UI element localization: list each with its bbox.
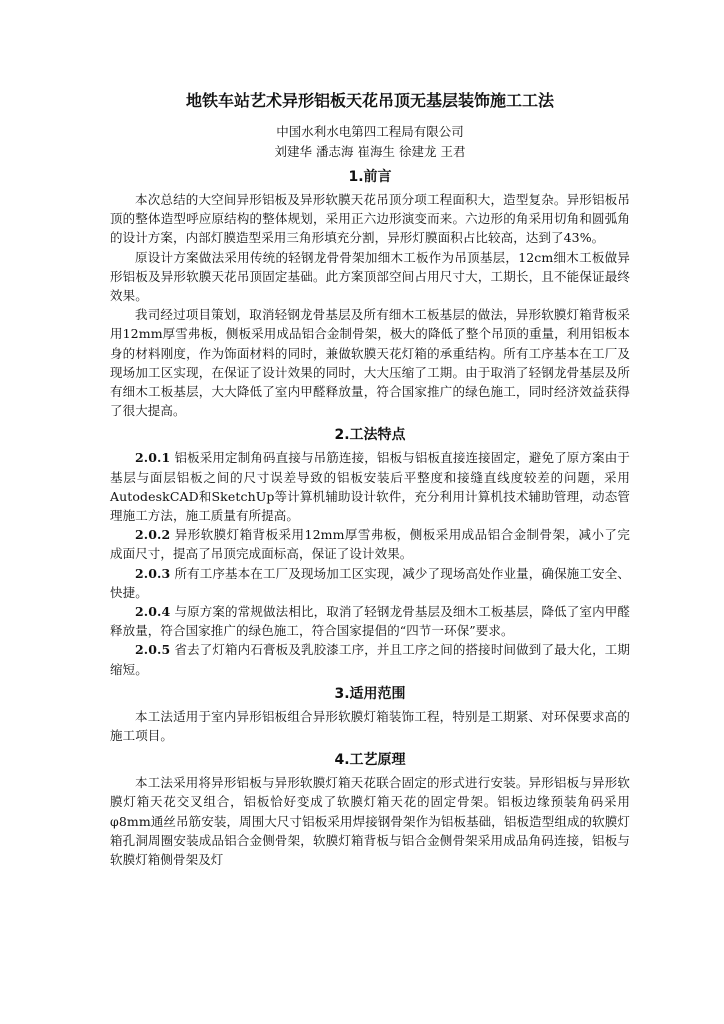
- paragraph-text: 本次总结的大空间异形铝板及异形软膜天花吊顶分项工程面积大，造型复杂。异形铝板吊顶的整体造型呼应原结构的整体规划，采用正六边形演变而来。六边形的角采用切角和圆弧角的设计方案，内部灯膜造型采用三角形填充分割，异形灯膜面积占比较高，达到了43%。: [110, 192, 630, 246]
- section-heading-principle: 4.工艺原理: [334, 752, 406, 769]
- paragraph: [110, 190, 630, 248]
- clause-number: 2.0.4: [135, 604, 171, 620]
- paragraph: [110, 773, 630, 869]
- clause-number: 2.0.2: [135, 527, 171, 543]
- paragraph: [110, 305, 630, 420]
- paragraph: [110, 248, 630, 306]
- paragraph: [110, 640, 630, 678]
- paragraph: [110, 564, 630, 602]
- paragraph-text: 本工法适用于室内异形铝板组合异形软膜灯箱装饰工程，特别是工期紧、对环保要求高的施工项目。: [110, 708, 630, 744]
- organization: 中国水利水电第四工程局有限公司: [276, 124, 464, 139]
- paragraph-text: 异形软膜灯箱背板采用12mm厚雪弗板，侧板采用成品铝合金制骨架，减小了完成面尺寸，提高了吊顶完成面标高，保证了设计效果。: [110, 527, 630, 562]
- document-title: 地铁车站艺术异形铝板天花吊顶无基层装饰施工工法: [185, 91, 554, 110]
- section-heading-scope: 3.适用范围: [334, 685, 406, 702]
- document-page: [110, 88, 630, 869]
- paragraph-text: 本工法采用将异形铝板与异形软膜灯箱天花联合固定的形式进行安装。异形铝板与异形软膜灯箱天花交叉组合，铝板恰好变成了软膜灯箱天花的固定骨架。铝板边缘预装角码采用φ8mm通丝吊筋安装，周围大尺寸铝板采用焊接钢骨架作为铝板基础，铝板造型组成的软膜灯箱孔洞周圈安装成品铝合金侧骨架，软膜灯箱背板与铝合金侧骨架采用成品角码连接，铝板与软膜灯箱侧骨架及灯: [110, 775, 630, 868]
- paragraph-text: 省去了灯箱内石膏板及乳胶漆工序，并且工序之间的搭接时间做到了最大化，工期缩短。: [110, 642, 630, 677]
- section-heading-intro: 1.前言: [348, 169, 392, 185]
- paragraph: [110, 525, 630, 563]
- section-heading-features: 2.工法特点: [334, 427, 406, 444]
- paragraph-text: 原设计方案做法采用传统的轻钢龙骨骨架加细木工板作为吊顶基层，12cm细木工板做异形铝板及异形软膜天花吊顶固定基础。此方案顶部空间占用尺寸大，工期长，且不能保证最终效果。: [110, 249, 630, 304]
- paragraph-text: 铝板采用定制角码直接与吊筋连接，铝板与铝板直接连接固定，避免了原方案由于基层与面层铝板之间的尺寸误差导致的铝板安装后平整度和接缝直线度较差的问题，采用AutodeskCAD和SketchUp等计算机辅助设计软件，充分利用计算机技术辅助管理，动态管理施工方法，施工质量有所提高。: [110, 450, 630, 524]
- clause-number: 2.0.1: [135, 450, 171, 466]
- clause-number: 2.0.3: [135, 565, 171, 581]
- paragraph-text: 所有工序基本在工厂及现场加工区实现，减少了现场高处作业量，确保施工安全、快捷。: [110, 565, 630, 600]
- authors: 刘建华 潘志海 崔海生 徐建龙 王君: [274, 144, 466, 159]
- paragraph-text: 我司经过项目策划，取消轻钢龙骨基层及所有细木工板基层的做法，异形软膜灯箱背板采用12mm厚雪弗板，侧板采用成品铝合金制骨架，极大的降低了整个吊顶的重量，利用铝板本身的材料刚度，作为饰面材料的同时，兼做软膜天花灯箱的承重结构。所有工序基本在工厂及现场加工区实现，在保证了设计效果的同时，大大压缩了工期。由于取消了轻钢龙骨基层及所有细木工板基层，大大降低了室内甲醛释放量，符合国家推广的绿色施工，同时经济效益获得了很大提高。: [110, 307, 630, 419]
- paragraph: [110, 448, 630, 525]
- paragraph: [110, 602, 630, 640]
- clause-number: 2.0.5: [135, 642, 171, 658]
- paragraph: [110, 707, 630, 745]
- paragraph-text: 与原方案的常规做法相比，取消了轻钢龙骨基层及细木工板基层，降低了室内甲醛释放量，符合国家推广的绿色施工，符合国家提倡的“四节一环保”要求。: [110, 604, 630, 639]
